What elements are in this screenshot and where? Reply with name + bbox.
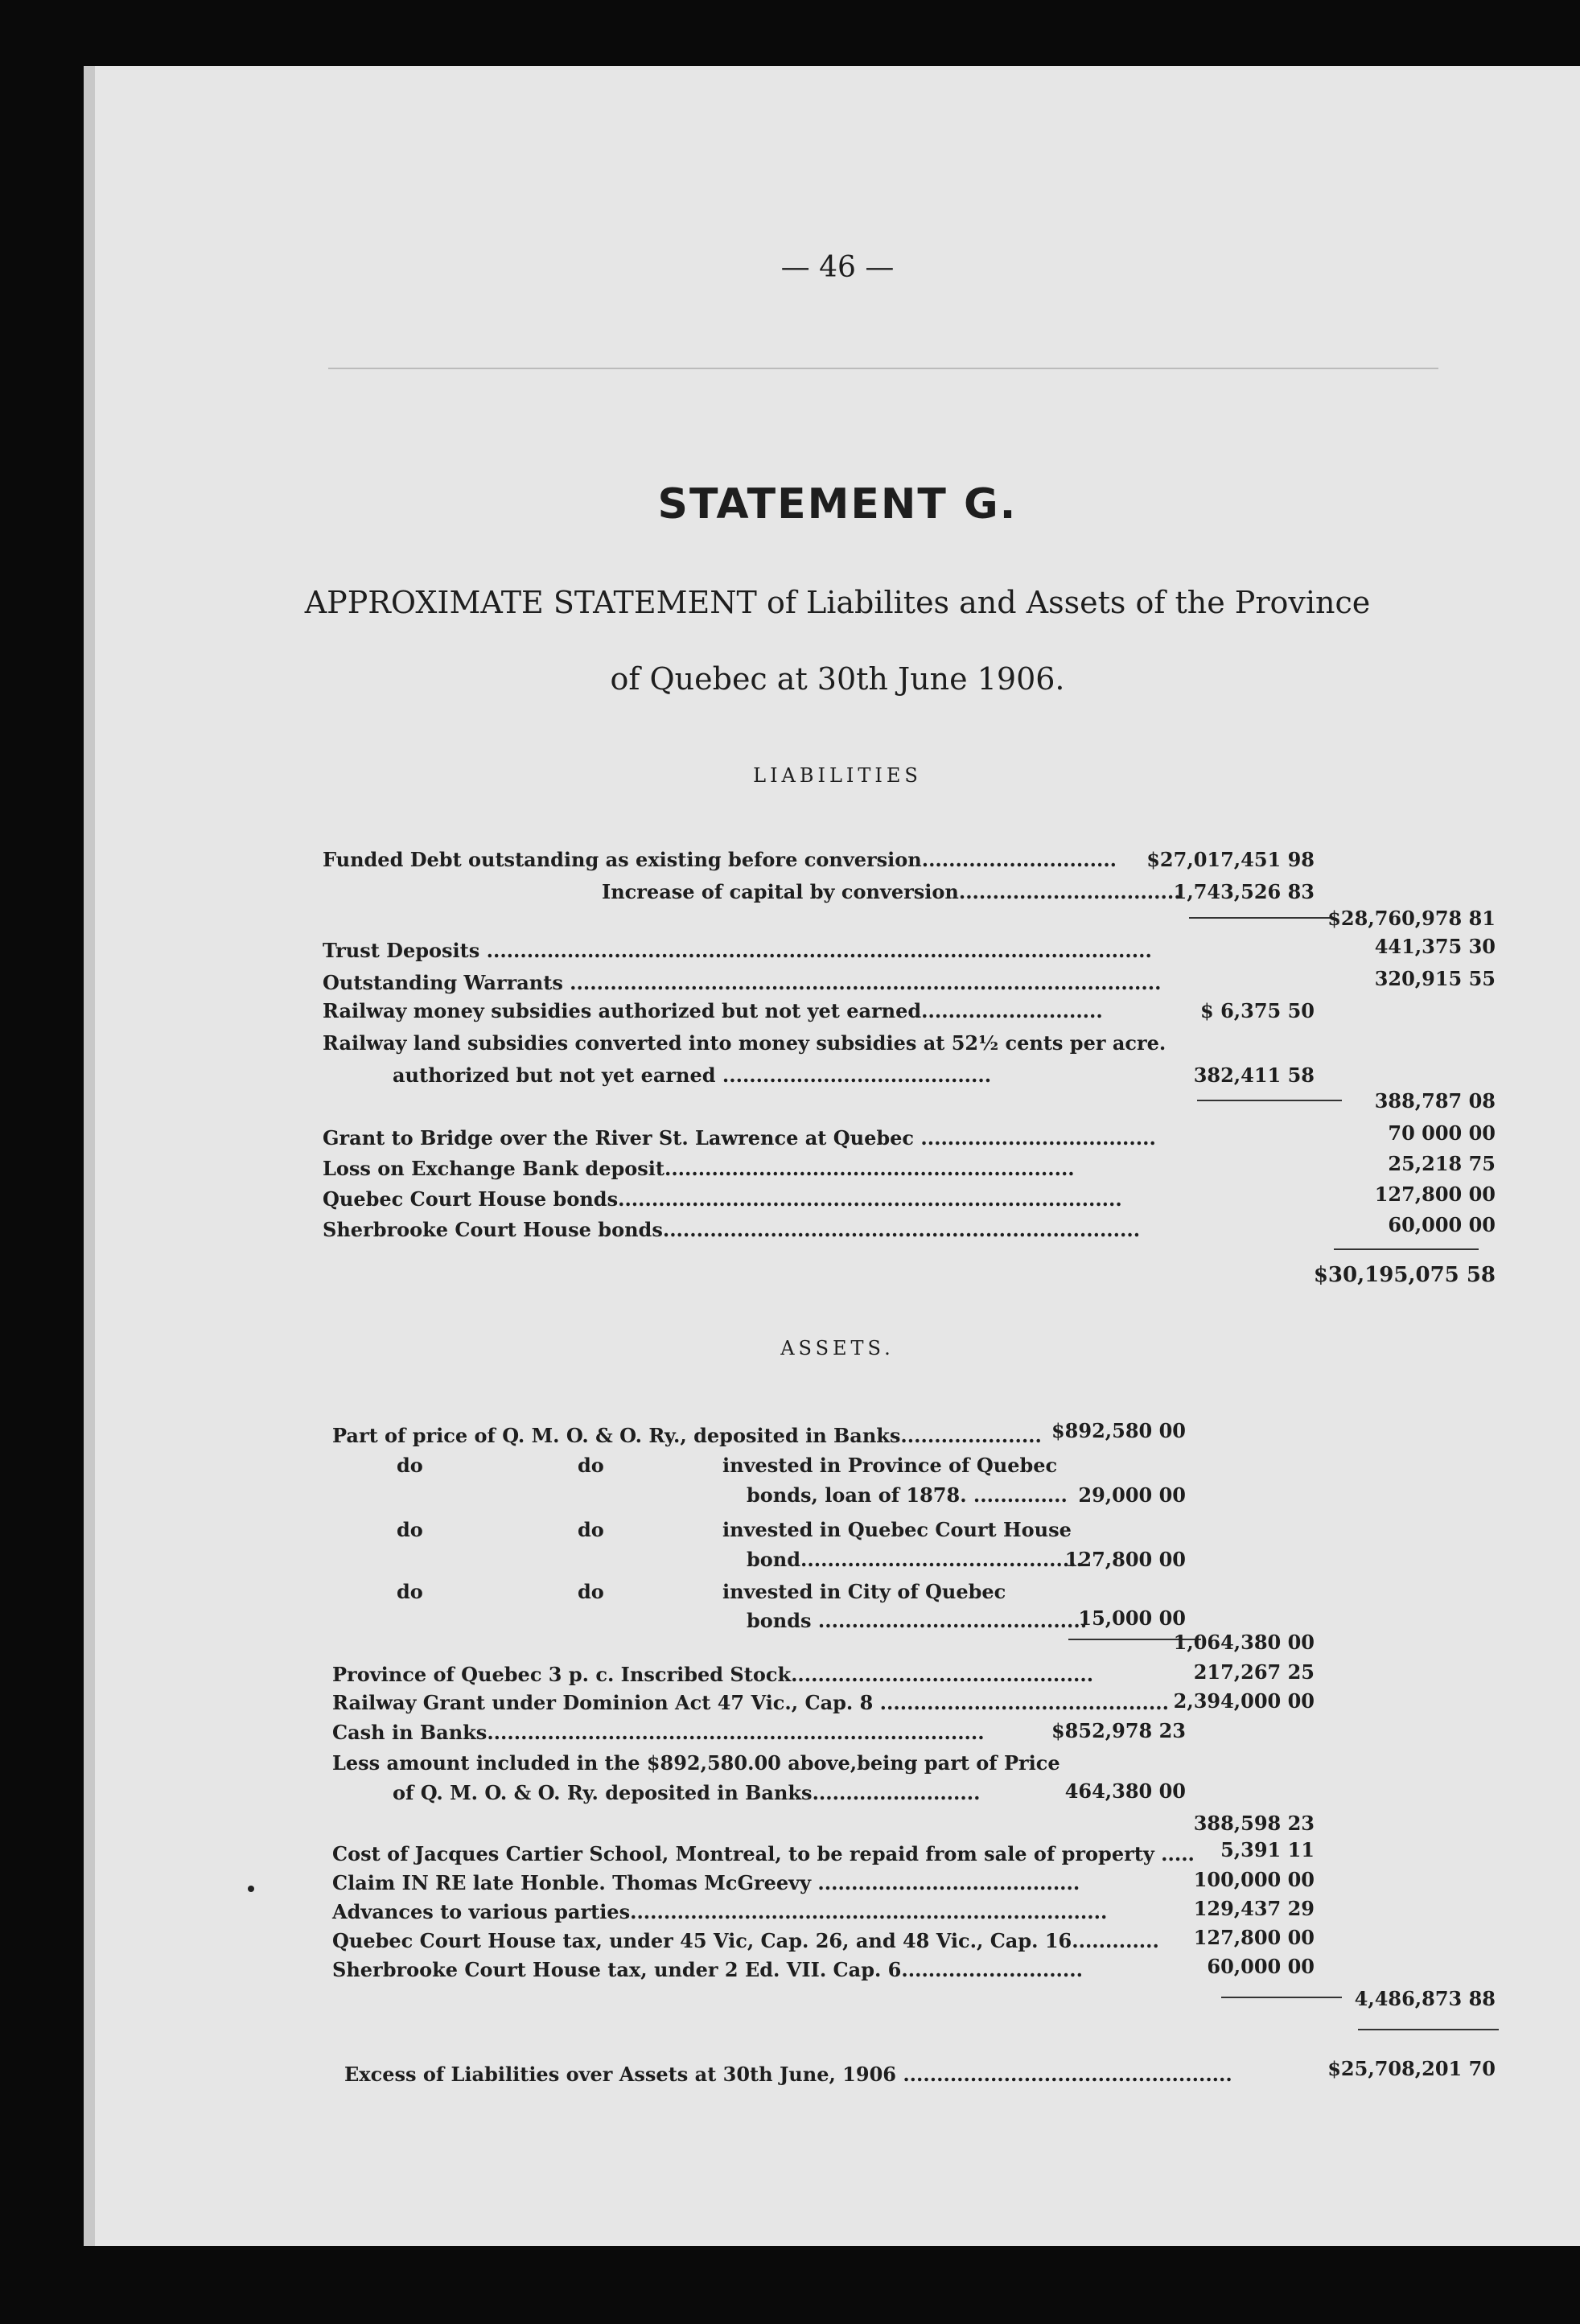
invest1-label-a: invested in Province of Quebec (722, 1454, 1058, 1477)
quebec-tax-amount: 127,800 00 (1193, 1926, 1315, 1949)
sum-rule (1358, 2029, 1499, 2030)
railway-grant-amount: 2,394,000 00 (1173, 1689, 1315, 1713)
sum-rule (1189, 917, 1334, 919)
liabilities-heading: LIABILITIES (753, 764, 922, 787)
less-amount-label: Less amount included in the $892,580.00 above,being part of Price (332, 1751, 1060, 1775)
liabilities-grand-total: $30,195,075 58 (1313, 1263, 1496, 1287)
exchange-loss-label: Loss on Exchange Bank deposit............................................................. (323, 1157, 1075, 1180)
assets-heading: ASSETS. (780, 1337, 895, 1359)
school-amount: 5,391 11 (1220, 1838, 1315, 1861)
invest1-label-b: bonds, loan of 1878. .............. (747, 1483, 1068, 1507)
railway-money-amount: $ 6,375 50 (1200, 999, 1315, 1022)
sherbrooke-tax-label: Sherbrooke Court House tax, under 2 Ed. VII. Cap. 6........................... (332, 1958, 1083, 1981)
railway-grant-label: Railway Grant under Dominion Act 47 Vic., Cap. 8 ........................................... (332, 1691, 1169, 1714)
quebec-bonds-amount: 127,800 00 (1374, 1183, 1496, 1206)
outstanding-warrants-amount: 320,915 55 (1374, 967, 1496, 990)
sherbrooke-tax-amount: 60,000 00 (1207, 1955, 1315, 1978)
less-amount-label-2: of Q. M. O. & O. Ry. deposited in Banks......................... (393, 1781, 981, 1804)
funded-total: $28,760,978 81 (1327, 907, 1496, 930)
excess-label: Excess of Liabilities over Assets at 30th June, 1906 ................................................. (344, 2063, 1232, 2086)
quebec-tax-label: Quebec Court House tax, under 45 Vic, Cap. 26, and 48 Vic., Cap. 16............. (332, 1929, 1159, 1952)
ditto-1a: do (397, 1454, 423, 1477)
invest1-amount: 29,000 00 (1078, 1483, 1186, 1507)
claim-label: Claim IN RE late Honble. Thomas McGreevy ....................................... (332, 1871, 1080, 1894)
invest2-label-a: invested in Quebec Court House (722, 1518, 1072, 1541)
ditto-2a: do (397, 1518, 423, 1541)
subtitle-line-1: APPROXIMATE STATEMENT of Liabilites and Assets of the Province (304, 585, 1371, 620)
increase-capital-label: Increase of capital by conversion................................. (602, 880, 1181, 903)
railway-money-label: Railway money subsidies authorized but not yet earned........................... (323, 999, 1103, 1022)
excess-amount: $25,708,201 70 (1327, 2057, 1496, 2080)
railway-land-label-2: authorized but not yet earned ........................................ (393, 1063, 992, 1087)
funded-debt-amount: $27,017,451 98 (1146, 848, 1315, 871)
statement-title: STATEMENT G. (657, 480, 1018, 529)
bridge-grant-label: Grant to Bridge over the River St. Lawrence at Quebec ................................... (323, 1126, 1156, 1150)
ditto-3b: do (578, 1580, 604, 1603)
part-price-amount: $892,580 00 (1051, 1419, 1186, 1442)
sum-rule (1221, 1997, 1342, 1998)
bridge-grant-amount: 70 000 00 (1388, 1121, 1496, 1145)
margin-mark (248, 1886, 254, 1892)
less-amount-value: 464,380 00 (1064, 1779, 1186, 1803)
exchange-loss-amount: 25,218 75 (1388, 1152, 1496, 1175)
trust-deposits-amount: 441,375 30 (1374, 935, 1496, 958)
top-rule (328, 368, 1438, 369)
invest3-amount: 15,000 00 (1078, 1606, 1186, 1630)
part-subtotal: 1,064,380 00 (1173, 1631, 1315, 1654)
part-price-label: Part of price of Q. M. O. & O. Ry., deposited in Banks..................... (332, 1424, 1042, 1447)
advances-label: Advances to various parties....................................................................... (332, 1900, 1108, 1923)
total-assets: 4,486,873 88 (1354, 1987, 1496, 2010)
sum-rule (1334, 1248, 1479, 1250)
school-label: Cost of Jacques Cartier School, Montreal, to be repaid from sale of property ..... (332, 1842, 1195, 1865)
funded-debt-label: Funded Debt outstanding as existing before conversion............................. (323, 848, 1117, 871)
province-stock-amount: 217,267 25 (1193, 1660, 1315, 1684)
invest3-label-b: bonds ........................................ (747, 1609, 1088, 1632)
province-stock-label: Province of Quebec 3 p. c. Inscribed Stock............................................. (332, 1663, 1094, 1686)
cash-banks-amount: $852,978 23 (1051, 1719, 1186, 1742)
invest2-label-b: bond.......................................... (747, 1548, 1083, 1571)
cash-net-amount: 388,598 23 (1193, 1812, 1315, 1835)
invest2-amount: 127,800 00 (1064, 1548, 1186, 1571)
subtitle-line-2: of Quebec at 30th June 1906. (610, 661, 1065, 697)
sherbrooke-bonds-label: Sherbrooke Court House bonds....................................................................... (323, 1218, 1141, 1241)
trust-deposits-label: Trust Deposits ................................................................................................... (323, 939, 1152, 962)
invest3-label-a: invested in City of Quebec (722, 1580, 1006, 1603)
ditto-1b: do (578, 1454, 604, 1477)
sum-rule (1197, 1100, 1342, 1101)
page-number: — 46 — (780, 251, 895, 284)
increase-capital-amount: 1,743,526 83 (1173, 880, 1315, 903)
railway-total: 388,787 08 (1374, 1089, 1496, 1113)
advances-amount: 129,437 29 (1193, 1897, 1315, 1920)
ditto-2b: do (578, 1518, 604, 1541)
quebec-bonds-label: Quebec Court House bonds........................................................................... (323, 1187, 1122, 1211)
railway-land-amount: 382,411 58 (1193, 1063, 1315, 1087)
ditto-3a: do (397, 1580, 423, 1603)
cash-banks-label: Cash in Banks.......................................................................... (332, 1721, 985, 1744)
railway-land-label: Railway land subsidies converted into money subsidies at 52½ cents per acre. (323, 1031, 1166, 1055)
sherbrooke-bonds-amount: 60,000 00 (1388, 1213, 1496, 1236)
outstanding-warrants-label: Outstanding Warrants ........................................................................................ (323, 971, 1162, 994)
claim-amount: 100,000 00 (1193, 1868, 1315, 1891)
document-page (84, 66, 1580, 2246)
